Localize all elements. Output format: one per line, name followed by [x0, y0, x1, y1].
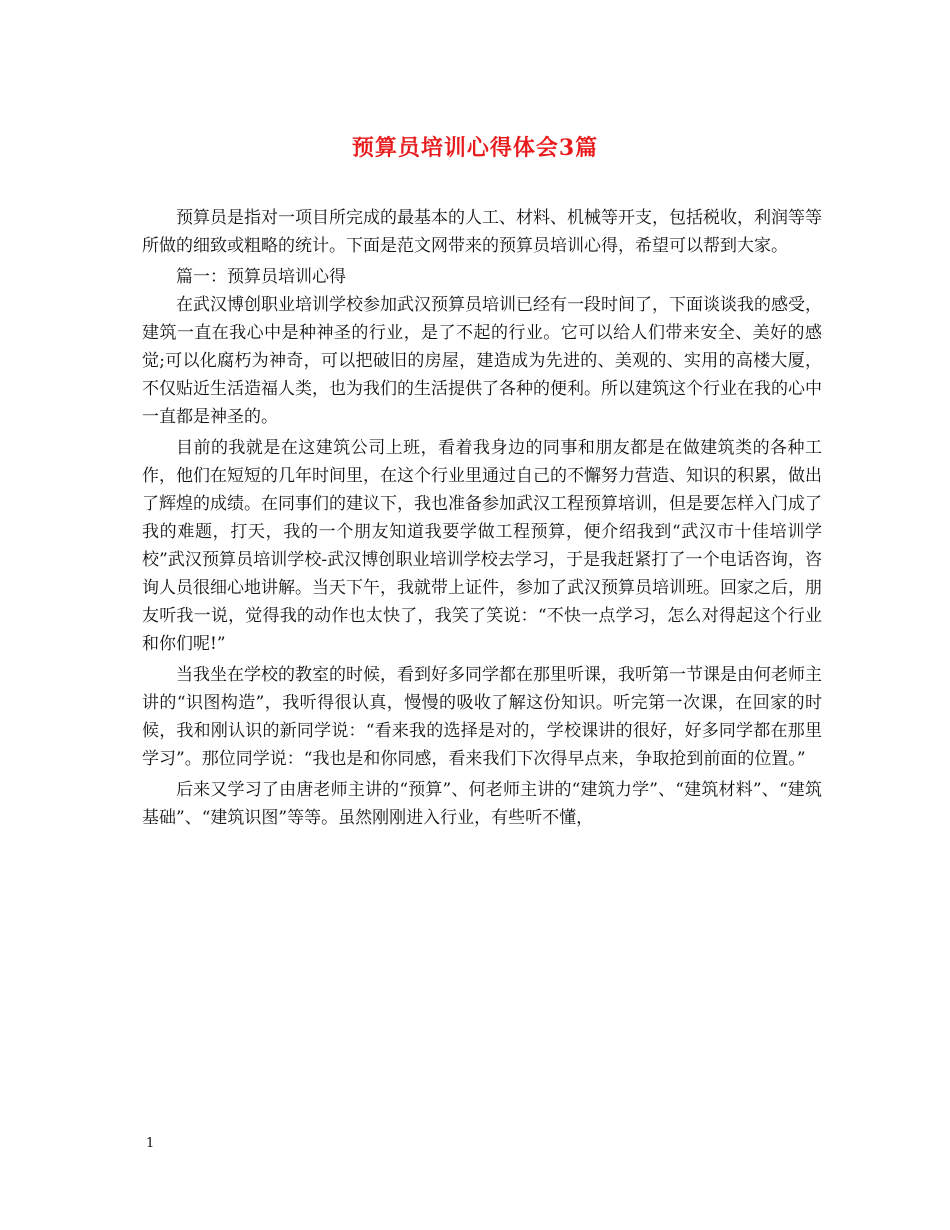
section-heading: 篇一：预算员培训心得: [176, 267, 346, 287]
body-paragraph: 目前的我就是在这建筑公司上班，看着我身边的同事和朋友都是在做建筑类的各种工作，他们在短短的几年时间里，在这个行业里通过自己的不懈努力营造、知识的积累，做出了辉煌的成绩。在同事们的建议下，我也准备参加武汉工程预算培训，但是要怎样入门成了我的难题，打天，我的一个朋友知道我要学做工程预算，便介绍我到“武汉市十佳培训学校”武汉预算员培训学校-武汉博创职业培训学校去学习，于是我赶紧打了一个电话咨询，咨询人员很细心地讲解。当天下午，我就带上证件，参加了武汉预算员培训班。回家之后，朋友听我一说，觉得我的动作也太快了，我笑了笑说：“不快一点学习，怎么对得起这个行业和你们呢!”: [142, 438, 822, 654]
document-title: 预算员培训心得体会3篇: [351, 135, 599, 161]
body-paragraph: 在武汉博创职业培训学校参加武汉预算员培训已经有一段时间了，下面谈谈我的感受，建筑一直在我心中是种神圣的行业，是了不起的行业。它可以给人们带来安全、美好的感觉;可以化腐朽为神奇，可以把破旧的房屋，建造成为先进的、美观的、实用的高楼大厦，不仅贴近生活造福人类，也为我们的生活提供了各种的便利。所以建筑这个行业在我的心中一直都是神圣的。: [142, 295, 822, 427]
body-paragraph: 后来又学习了由唐老师主讲的“预算”、何老师主讲的“建筑力学”、“建筑材料”、“建筑基础”、“建筑识图”等等。虽然刚刚进入行业，有些听不懂，: [142, 780, 822, 828]
document-body: [142, 204, 822, 832]
page-number: 1: [146, 1136, 155, 1151]
body-paragraph: 当我坐在学校的教室的时候，看到好多同学都在那里听课，我听第一节课是由何老师主讲的“识图构造”，我听得很认真，慢慢的吸收了解这份知识。听完第一次课，在回家的时候，我和刚认识的新同学说：“看来我的选择是对的，学校课讲的很好，好多同学都在那里学习”。那位同学说：“我也是和你同感，看来我们下次得早点来，争取抢到前面的位置。”: [142, 665, 822, 769]
intro-paragraph: 预算员是指对一项目所完成的最基本的人工、材料、机械等开支，包括税收，利润等等所做的细致或粗略的统计。下面是范文网带来的预算员培训心得，希望可以帮到大家。: [142, 208, 822, 256]
